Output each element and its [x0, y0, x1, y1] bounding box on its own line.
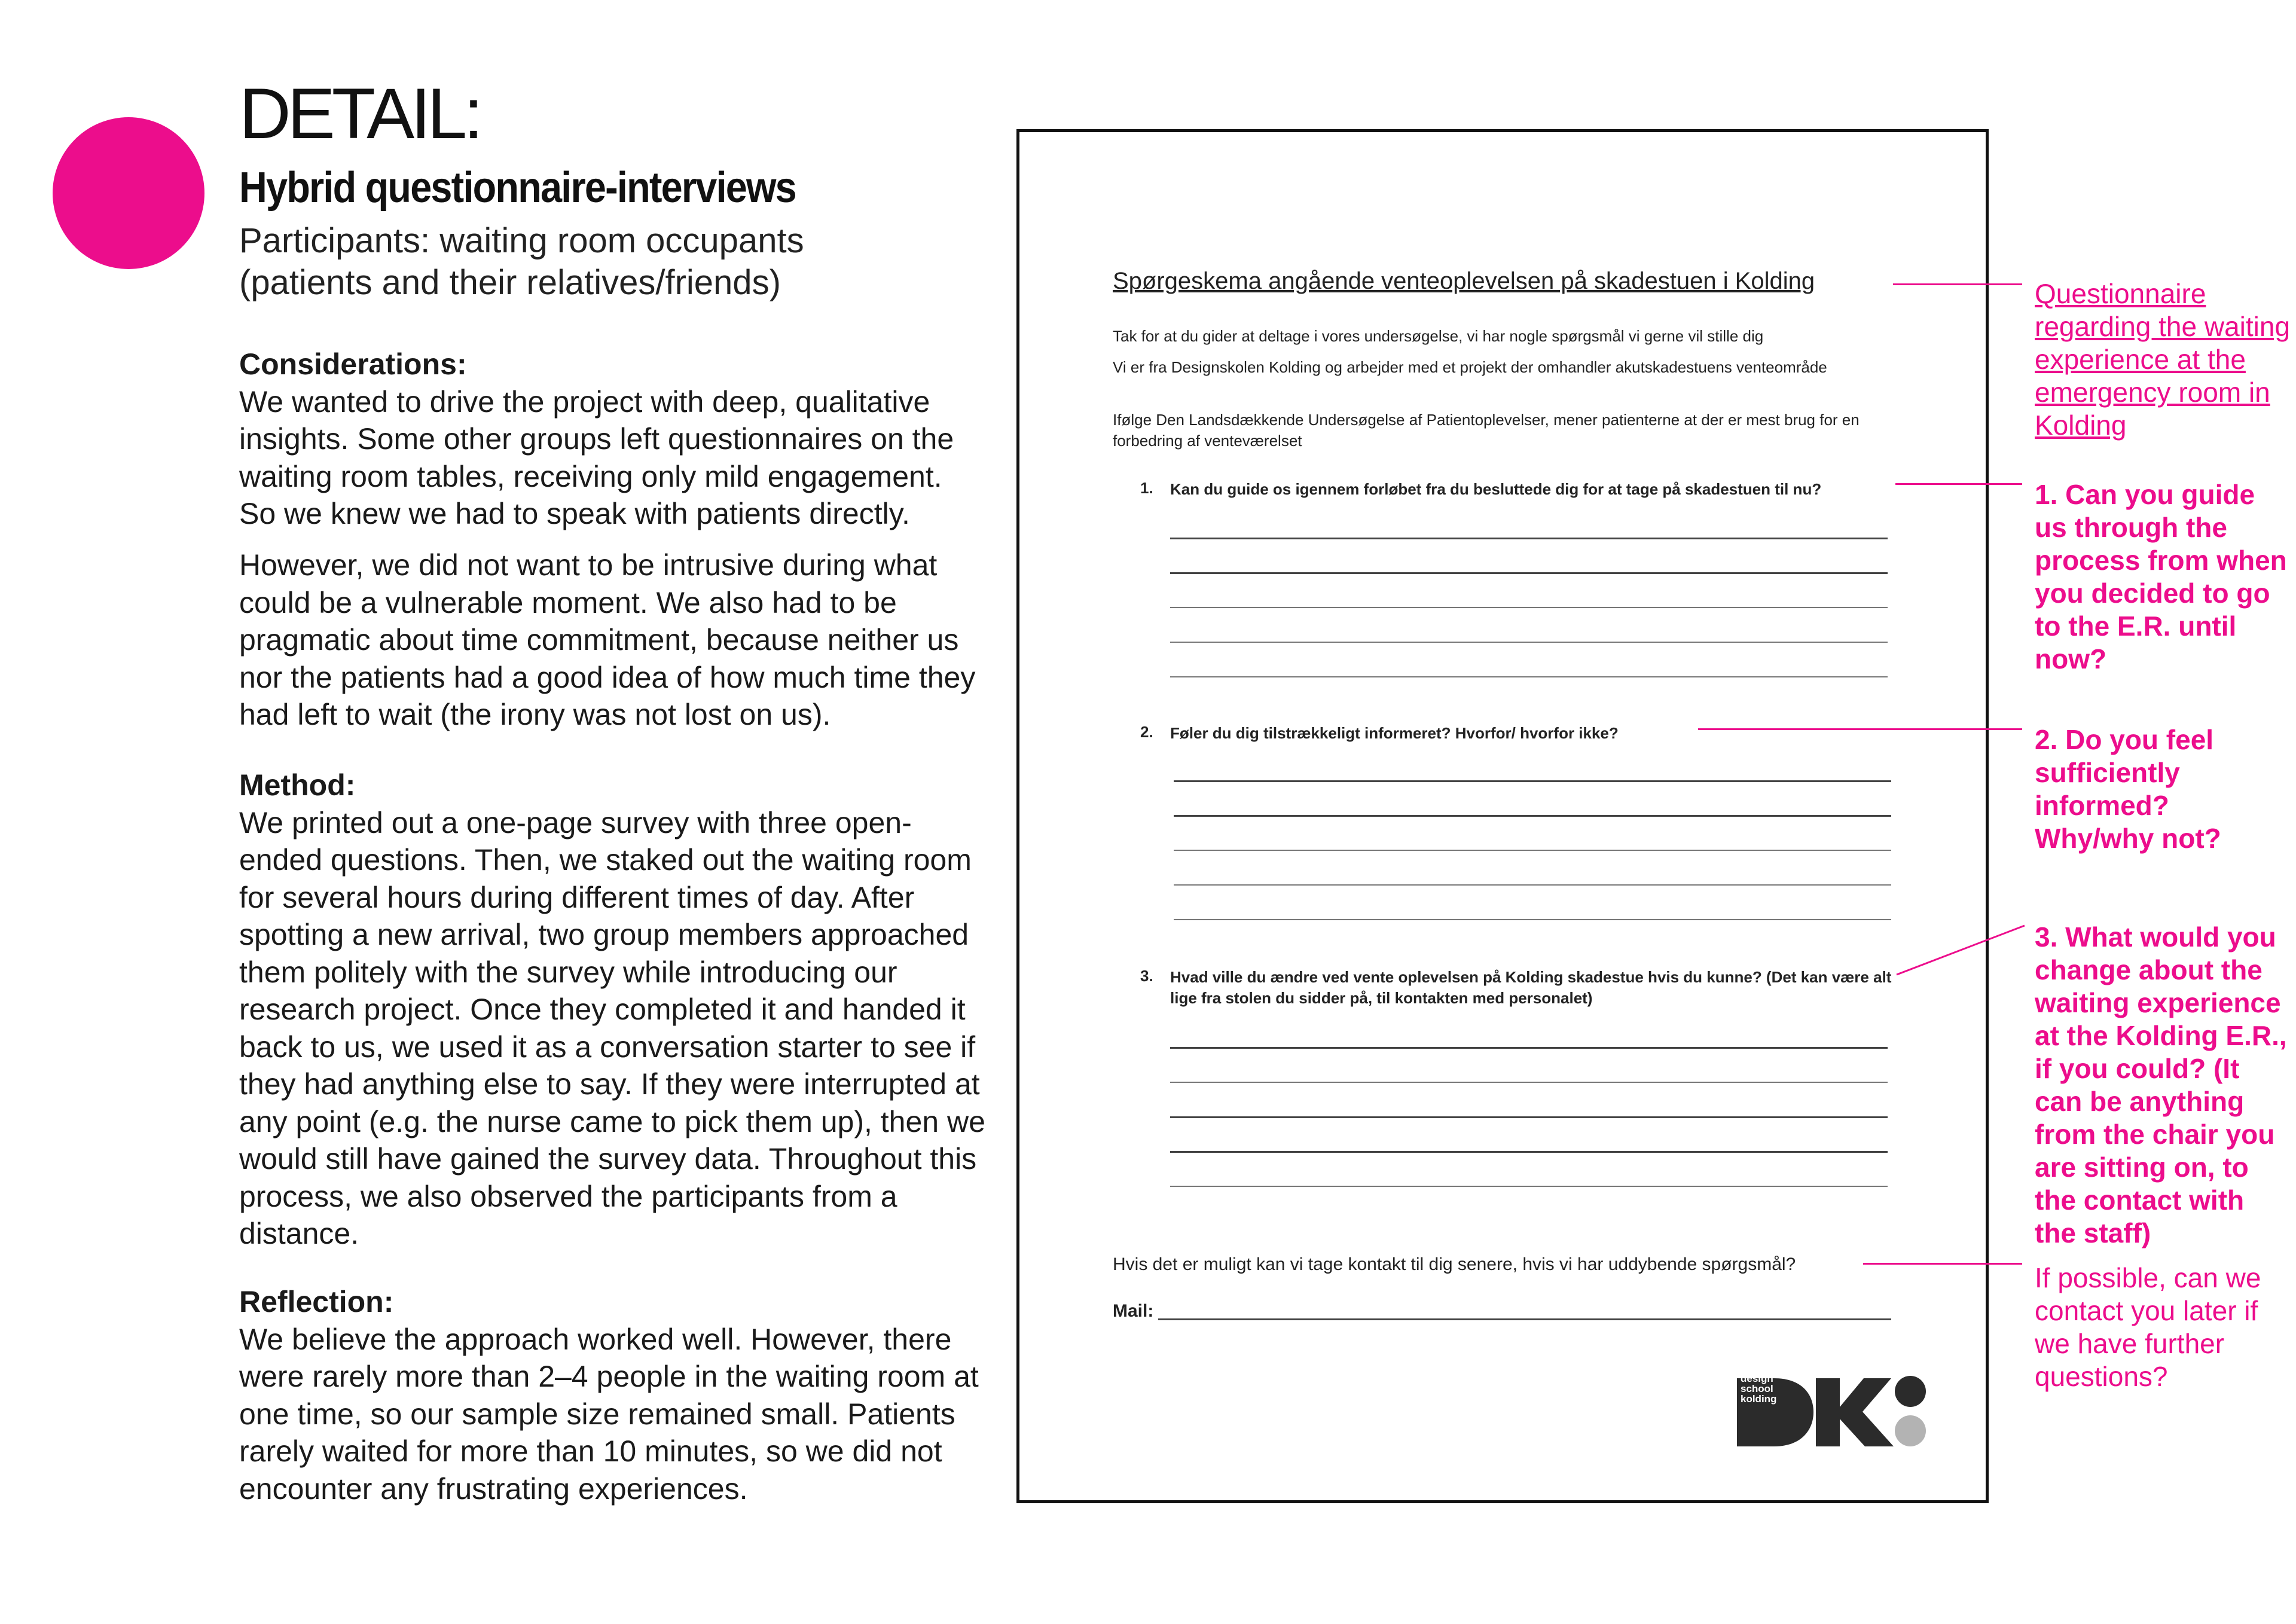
answer-line[interactable]: [1174, 850, 1891, 851]
questionnaire-intro-3: Ifølge Den Landsdækkende Undersøgelse af Patientoplevelser, mener patienterne at der er mest brug for en forbedring af venteværelset: [1113, 411, 1860, 450]
method-heading: Method:: [239, 768, 356, 802]
answer-line[interactable]: [1170, 1047, 1888, 1049]
magenta-circle: [53, 117, 204, 269]
mail-label: Mail:: [1113, 1301, 1154, 1321]
considerations-paragraph-2-block: [239, 547, 987, 734]
logo-wordmark: design school kolding: [1741, 1373, 1777, 1405]
considerations-heading: Considerations:: [239, 347, 467, 381]
reflection-section: [239, 1283, 987, 1507]
reflection-paragraph: We believe the approach worked well. However, there were rarely more than 2–4 people in the waiting room at one time, so our sample size remained small. Patients rarely waited for more than 10 minutes, so we did not encounter any frustrating experiences.: [239, 1322, 979, 1506]
question-3-number: 3.: [1140, 967, 1153, 985]
answer-line[interactable]: [1170, 1116, 1888, 1118]
answer-line[interactable]: [1174, 884, 1891, 886]
questionnaire-intro-2: Vi er fra Designskolen Kolding og arbejder med et projekt der omhandler akutskadestuens venteområde: [1113, 358, 1827, 376]
participants-line-1: Participants: waiting room occupants: [239, 221, 804, 260]
answer-line[interactable]: [1170, 642, 1888, 643]
annotation-question-3: 3. What would you change about the waiting experience at the Kolding E.R., if you could? (It can be anything from the chair you are sitting on, to the contact with the staff): [2035, 921, 2287, 1248]
question-1-text: Kan du guide os igennem forløbet fra du besluttede dig for at tage på skadestuen til nu?: [1170, 480, 1822, 498]
connector-followup: [1863, 1263, 2022, 1265]
page-heading: DETAIL:: [239, 74, 480, 154]
questionnaire-title: Spørgeskema angående venteoplevelsen på skadestuen i Kolding: [1113, 268, 1815, 294]
annotation-question-1: 1. Can you guide us through the process from when you decided to go to the E.R. until now?: [2035, 479, 2287, 674]
answer-line[interactable]: [1170, 572, 1888, 574]
design-school-kolding-logo: [1737, 1357, 1928, 1452]
question-3-text: Hvad ville du ændre ved vente oplevelsen på Kolding skadestue hvis du kunne? (Det kan være alt lige fra stolen du sidder på, til kontakten med personalet): [1170, 968, 1892, 1007]
answer-line[interactable]: [1170, 1151, 1888, 1153]
considerations-paragraph-1: We wanted to drive the project with deep, qualitative insights. Some other groups left questionnaires on the waiting room tables, receiving only mild engagement. So we knew we had to speak with patients directly.: [239, 384, 954, 530]
answer-line[interactable]: [1170, 1186, 1888, 1187]
participants-line-2: (patients and their relatives/friends): [239, 263, 781, 302]
questionnaire-sheet: [1016, 129, 1989, 1503]
page-subtitle: Hybrid questionnaire-interviews: [239, 164, 796, 212]
annotation-questionnaire-title: Questionnaire regarding the waiting experience at the emergency room in Kolding: [2035, 278, 2291, 441]
followup-question: Hvis det er muligt kan vi tage kontakt til dig senere, hvis vi har uddybende spørgsmål?: [1113, 1254, 1796, 1274]
questionnaire-intro-1: Tak for at du gider at deltage i vores undersøgelse, vi har nogle spørgsmål vi gerne vil stille dig: [1113, 327, 1764, 345]
answer-line[interactable]: [1170, 538, 1888, 539]
method-section: [239, 767, 987, 1253]
answer-line[interactable]: [1174, 919, 1891, 920]
answer-line[interactable]: [1170, 607, 1888, 608]
considerations-paragraph-2: However, we did not want to be intrusive during what could be a vulnerable moment. We also had to be pragmatic about time commitment, because neither us nor the patients had a good idea of how much time they had left to wait (the irony was not lost on us).: [239, 548, 976, 731]
question-1-number: 1.: [1140, 479, 1153, 497]
method-paragraph: We printed out a one-page survey with three open-ended questions. Then, we staked out the waiting room for several hours during different times of day. After spotting a new arrival, two group members approached them politely with the survey while introducing our research project. Once they completed it and handed it back to us, we used it as a conversation starter to see if they had anything else to say. If they were interrupted at any point (e.g. the nurse came to pick them up), then we would still have gained the survey data. Throughout this process, we also observed the participants from a distance.: [239, 805, 985, 1250]
considerations-section: [239, 346, 987, 533]
question-2-number: 2.: [1140, 723, 1153, 741]
answer-line[interactable]: [1174, 815, 1891, 817]
participants-description: [239, 220, 987, 304]
question-2-text: Føler du dig tilstrækkeligt informeret? Hvorfor/ hvorfor ikke?: [1170, 724, 1619, 742]
answer-line[interactable]: [1170, 676, 1888, 677]
connector-q2: [1698, 728, 2022, 730]
annotation-question-2: 2. Do you feel sufficiently informed? Why/why not?: [2035, 724, 2221, 854]
reflection-heading: Reflection:: [239, 1285, 394, 1318]
mail-field[interactable]: [1158, 1318, 1891, 1320]
dk-logo-icon: [1737, 1357, 1928, 1452]
answer-line[interactable]: [1174, 780, 1891, 782]
connector-q3: [1895, 923, 2027, 977]
connector-title: [1893, 283, 2022, 285]
answer-line[interactable]: [1170, 1082, 1888, 1083]
connector-q1: [1895, 483, 2022, 485]
annotation-followup: If possible, can we contact you later if we have further questions?: [2035, 1262, 2261, 1392]
